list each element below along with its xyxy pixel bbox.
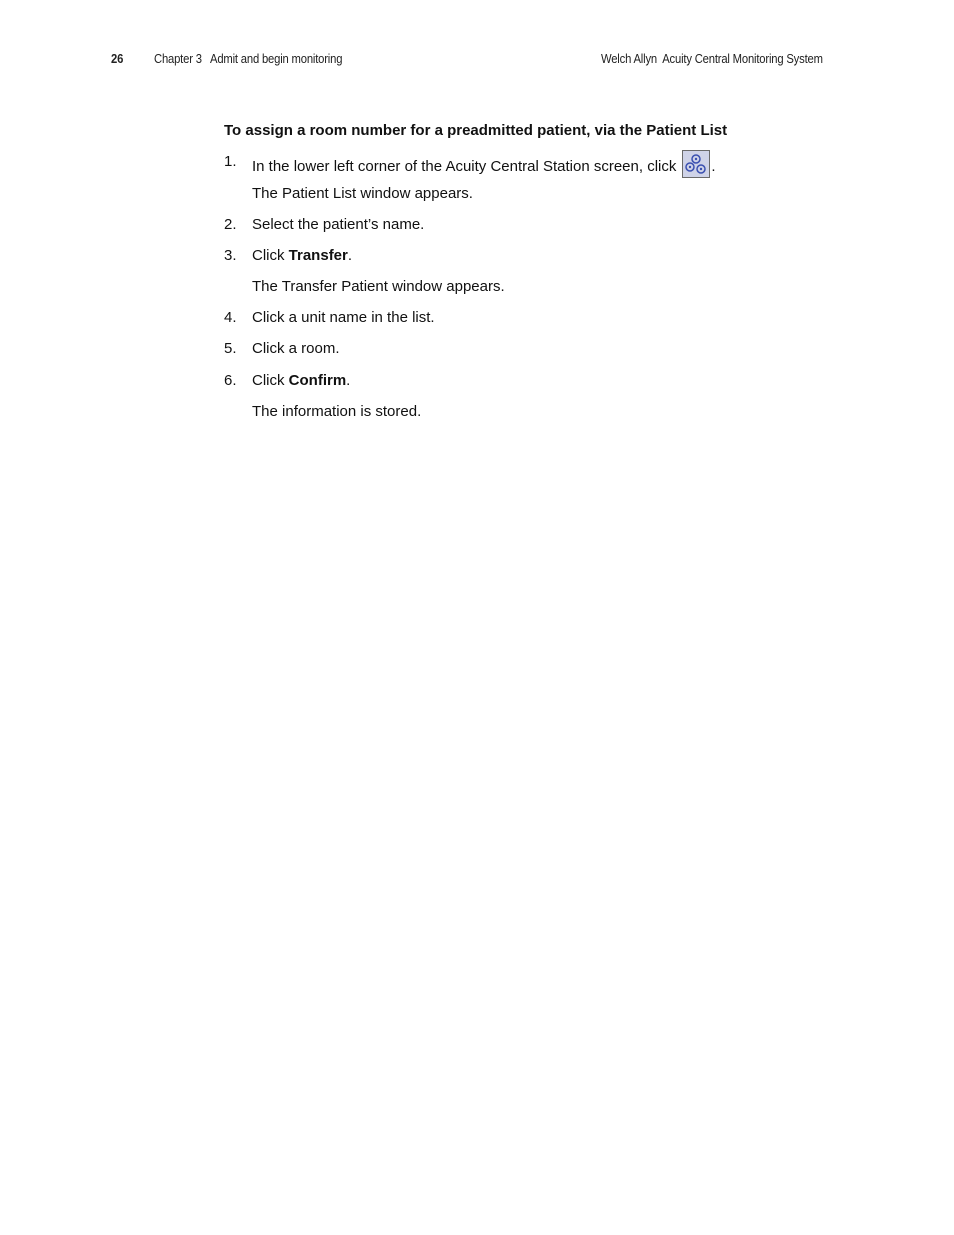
step-number: 3.: [224, 247, 237, 264]
step-text: Select the patient’s name.: [252, 216, 425, 233]
step-number: 5.: [224, 340, 237, 357]
step-text: Click a room.: [252, 340, 340, 357]
page-number: 26: [111, 52, 124, 66]
step-text: Click Transfer.: [252, 247, 353, 264]
step-number: 1.: [224, 153, 237, 170]
step-text: Click a unit name in the list.: [252, 309, 435, 326]
chapter-title: Chapter 3 Admit and begin monitoring: [154, 52, 343, 66]
step-1-note: The Patient List window appears.: [252, 185, 473, 202]
procedure-title: To assign a room number for a preadmitted patient, via the Patient List: [224, 122, 728, 139]
patient-list-icon: [682, 150, 710, 178]
step-number: 4.: [224, 309, 237, 326]
step-number: 2.: [224, 216, 237, 233]
product-title: Welch Allyn Acuity Central Monitoring System: [601, 52, 823, 66]
step-number: 6.: [224, 372, 237, 389]
step-6-note: The information is stored.: [252, 403, 422, 420]
confirm-label: Confirm: [288, 372, 347, 389]
step-text: In the lower left corner of the Acuity Central Station screen, click .: [252, 153, 716, 181]
transfer-label: Transfer: [288, 247, 348, 264]
step-text: Click Confirm.: [252, 372, 351, 389]
step-3-note: The Transfer Patient window appears.: [252, 278, 505, 295]
